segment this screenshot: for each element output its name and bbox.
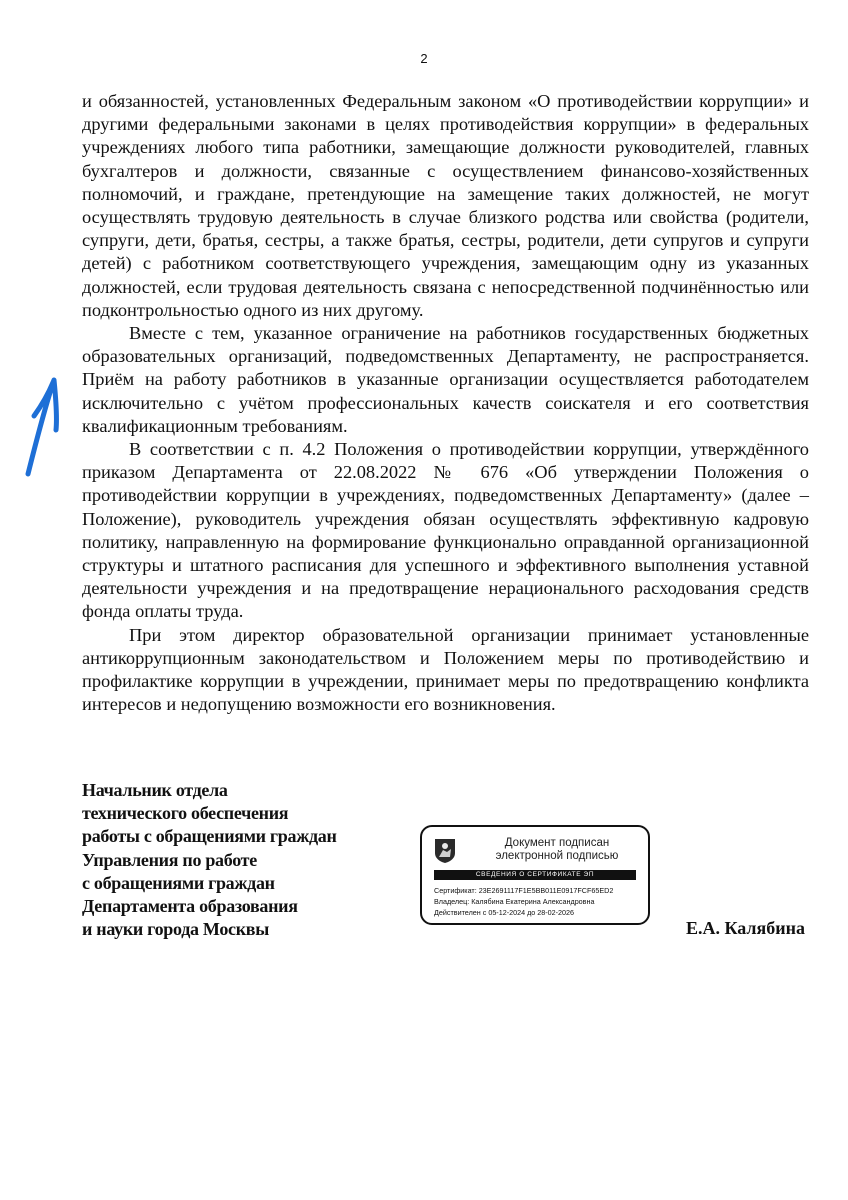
paragraph-1: и обязанностей, установленных Федеральным законом «О противодействии коррупции» и другими федеральными законами в целях противодействия коррупции» в федеральных учреждениях любого типа работники, замещающие должности руководителей, главных бухгалтеров и должности, связанные с осуществлением финансово-хозяйственных полномочий, и граждане, претендующие на замещение таких должностей, не могут осуществлять трудовую деятельность в случае близкого родства или свойства (родители, супруги, дети, братья, сестры, а также братья, сестры, родители, дети супругов и супруги детей) с работником соответствующего учреждения, замещающим одну из указанных должностей, если трудовая деятельность связана с непосредственной подчинённостью или подконтрольностью одного из них другому.: [82, 91, 809, 320]
certificate-number: Сертификат: 23E2691117F1E5BB011E0917FCF65ED2: [434, 886, 614, 895]
position-line: работы с обращениями граждан: [82, 826, 337, 847]
certificate-details: [434, 885, 613, 918]
paragraph-4: При этом директор образовательной организации принимает установленные антикоррупционным законодательством и Положением меры по противодействию и профилактике коррупции в учреждении, принимает меры по предотвращению конфликта интересов и недопущению возможности его возникновения.: [82, 624, 809, 715]
position-line: Начальник отдела: [82, 780, 228, 800]
paragraph-3: В соответствии с п. 4.2 Положения о противодействии коррупции, утверждённого приказом Департамента от 22.08.2022 № 676 «Об утверждении Положения о противодействии коррупции в учреждениях, подведомственных Департаменту» (далее – Положение), руководитель учреждения обязан осуществлять эффективную кадровую политику, направленную на формирование функционально оправданной организационной структуры и штатного расписания для успешного и эффективного выполнения уставной деятельности учреждения и на предотвращение нерационального расходования средств фонда оплаты труда.: [82, 439, 809, 622]
electronic-signature-stamp: [420, 825, 650, 925]
position-line: с обращениями граждан: [82, 872, 275, 893]
handwritten-mark-icon: [10, 370, 70, 480]
position-line: Департамента образования: [82, 896, 298, 917]
page-number: 2: [420, 51, 428, 66]
position-line: и науки города Москвы: [82, 919, 269, 940]
signatory-position: [82, 779, 337, 941]
position-line: технического обеспечения: [82, 803, 289, 824]
position-line: Управления по работе: [82, 849, 257, 870]
moscow-coat-of-arms-icon: [434, 838, 456, 864]
certificate-validity: Действителен с 05-12-2024 до 28-02-2026: [434, 908, 575, 917]
signatory-name: Е.А. Калябина: [685, 918, 805, 938]
certificate-info-bar: СВЕДЕНИЯ О СЕРТИФИКАТЕ ЭП: [434, 870, 636, 880]
paragraph-2: Вместе с тем, указанное ограничение на работников государственных бюджетных образовательных организаций, подведомственных Департаменту, не распространяется. Приём на работу работников в указанные организации осуществляется работодателем исключительно с учётом профессиональных качеств соискателя и его соответствия квалификационным требованиям.: [82, 323, 809, 436]
certificate-owner: Владелец: Калябина Екатерина Александровна: [434, 897, 595, 906]
document-body: [82, 90, 809, 716]
stamp-heading-line: Документ подписан: [504, 837, 610, 849]
stamp-heading-line: электронной подписью: [495, 850, 619, 862]
stamp-heading: [472, 837, 642, 863]
